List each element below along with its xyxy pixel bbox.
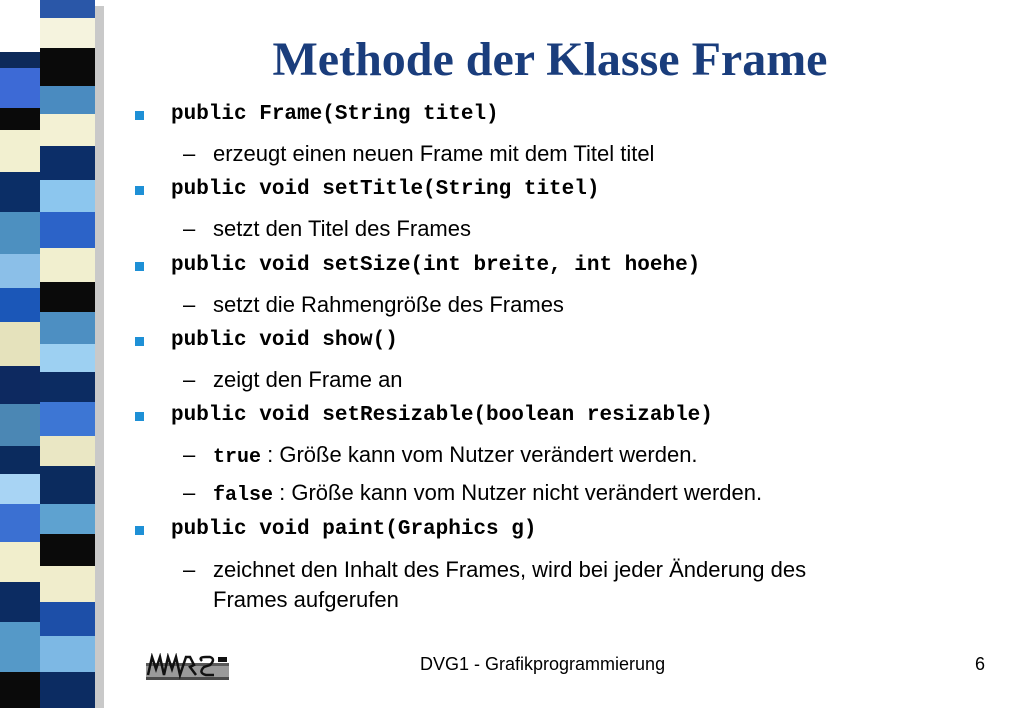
slide-title: Methode der Klasse Frame <box>272 33 828 86</box>
description-continuation: Frames aufgerufen <box>213 587 399 612</box>
method-description <box>183 139 654 169</box>
method-description <box>183 440 698 473</box>
square-bullet-icon <box>135 262 144 271</box>
code-keyword: true <box>213 446 262 469</box>
method-signature: public void setResizable(boolean resizable) <box>171 404 713 427</box>
dash-bullet-icon: – <box>183 442 196 467</box>
method-description <box>183 555 943 615</box>
description-text: : Größe kann vom Nutzer nicht verändert werden. <box>273 480 763 505</box>
dash-bullet-icon: – <box>183 292 196 317</box>
description-text: : Größe kann vom Nutzer verändert werden. <box>261 442 698 467</box>
description-text: zeichnet den Inhalt des Frames, wird bei jeder Änderung des <box>213 557 807 582</box>
method-description <box>183 365 403 395</box>
method-signature: public Frame(String titel) <box>171 103 499 126</box>
square-bullet-icon <box>135 337 144 346</box>
description-text: erzeugt einen neuen Frame mit dem Titel titel <box>213 141 655 166</box>
method-signature: public void setTitle(String titel) <box>171 178 600 201</box>
dash-bullet-icon: – <box>183 557 196 582</box>
method-signature: public void paint(Graphics g) <box>171 518 537 541</box>
method-signature: public void setSize(int breite, int hoehe) <box>171 254 701 277</box>
description-text: zeigt den Frame an <box>213 367 403 392</box>
wwrs-logo <box>146 653 229 680</box>
method-description <box>183 478 762 511</box>
method-signature: public void show() <box>171 329 398 352</box>
logo-graphic <box>146 653 229 680</box>
footer-course-title: DVG1 - Grafikprogrammierung <box>420 654 666 674</box>
description-text: setzt die Rahmengröße des Frames <box>213 292 564 317</box>
square-bullet-icon <box>135 111 144 120</box>
code-keyword: false <box>213 484 274 507</box>
square-bullet-icon <box>135 526 144 535</box>
method-description <box>183 214 471 244</box>
square-bullet-icon <box>135 412 144 421</box>
dash-bullet-icon: – <box>183 480 196 505</box>
description-text: setzt den Titel des Frames <box>213 216 471 241</box>
dash-bullet-icon: – <box>183 141 196 166</box>
dash-bullet-icon: – <box>183 367 196 392</box>
dash-bullet-icon: – <box>183 216 196 241</box>
page-number: 6 <box>975 654 986 674</box>
method-description <box>183 290 564 320</box>
square-bullet-icon <box>135 186 144 195</box>
